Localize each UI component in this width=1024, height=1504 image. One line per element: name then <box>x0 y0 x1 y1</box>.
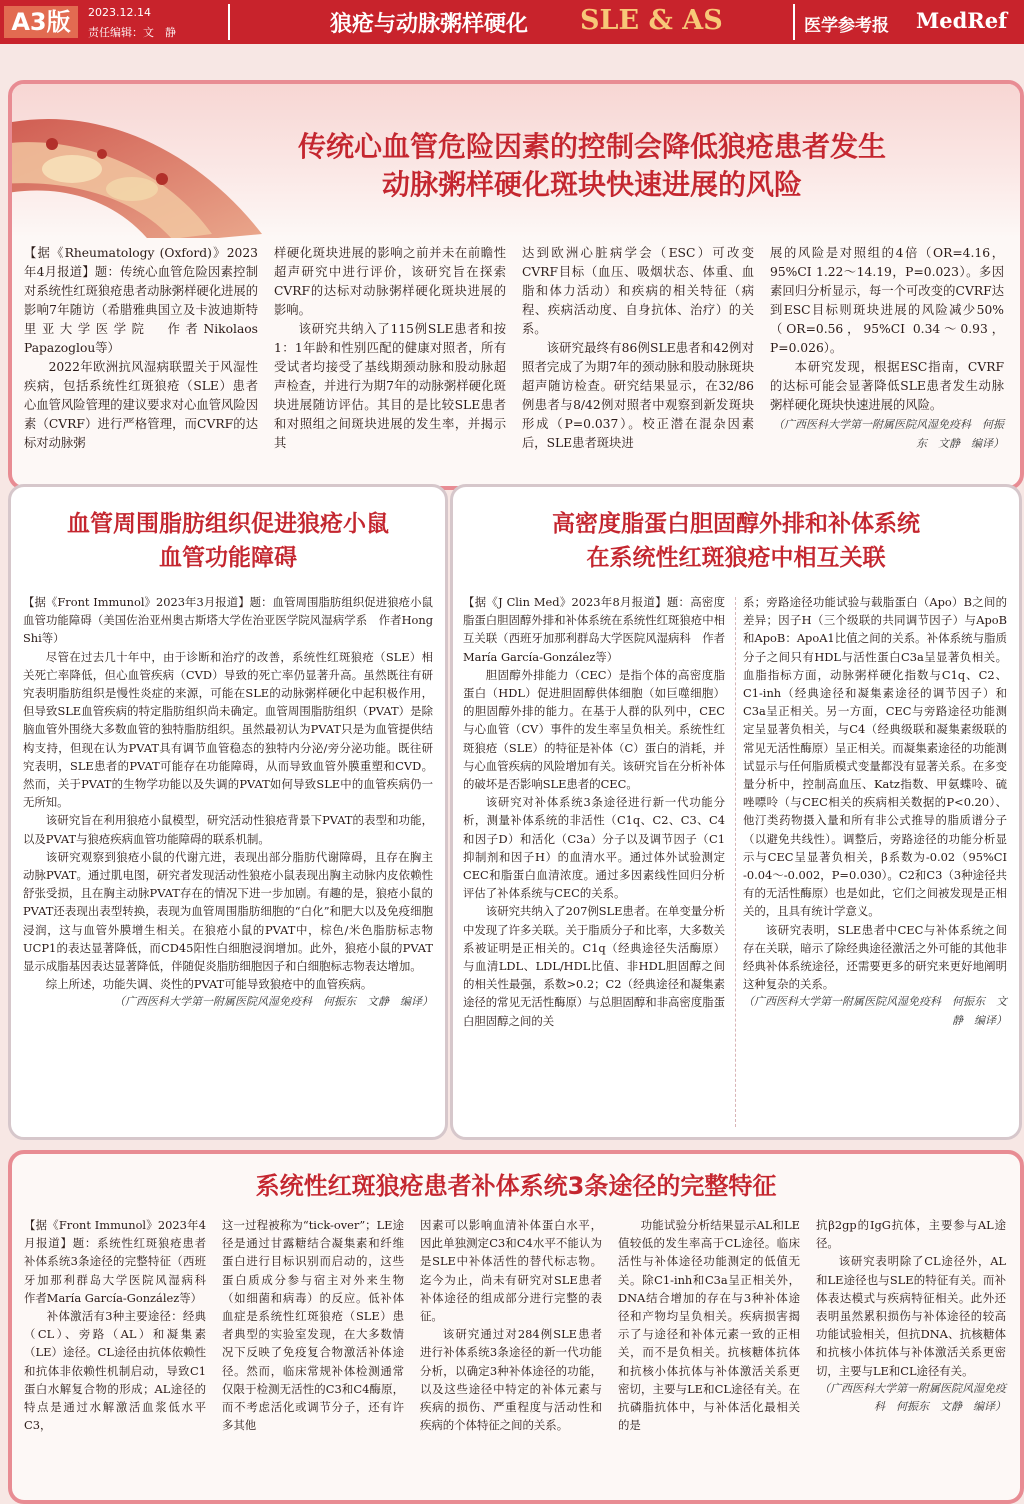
paragraph: 胆固醇外排能力（CEC）是指个体的高密度脂蛋白（HDL）促进胆固醇供体细胞（如巨噬细胞）的胆固醇外排的能力。在基于人群的队列中，CEC与心血管（CV）事件的发生率呈负相关。系统性红斑狼疮（SLE）的特征是补体（C）蛋白的消耗，并与心血管疾病的风险增加有关。该研究旨在分析补体的破坏是否影响SLE患者的CEC。 <box>463 667 725 792</box>
paragraph: 该研究观察到狼疮小鼠的代谢亢进，表现出部分脂肪代谢障碍，且存在胸主动脉PVAT。通过肌电图，研究者发现活动性狼疮小鼠表现出胸主动脉内皮依赖性舒张受损，且在胸主动脉PVAT存在的情况下进一步加剧。有趣的是，狼疮小鼠的PVAT还表现出表型转换，表现为血管周围脂肪细胞的“白化”和肥大以及免疫细胞浸润，这与血管外膜增生相关。在狼疮小鼠的PVAT中，棕色/米色脂肪标志物UCP1的表达显著降低，而CD45阳性白细胞浸润增加。此外，狼疮小鼠的PVAT显示成脂基因表达显著降低，伴随促炎脂肪细胞因子和白细胞标志物表达增加。 <box>23 849 433 974</box>
article-title: 系统性红斑狼疮患者补体系统3条途径的完整特征 <box>255 1172 777 1200</box>
paragraph: 【据《Rheumatology (Oxford)》2023年4月报道】题：传统心血管危险因素控制对系统性红斑狼疮患者动脉粥样硬化进展的影响7年随访（希腊雅典国立及卡波迪斯特里亚大学医学院 作者Nikolaos Papazoglou等） <box>24 246 258 355</box>
paragraph: 该研究对补体系统3条途径进行新一代功能分析，测量补体系统的非活性（C1q、C2、C3、C4和因子D）和活化（C3a）分子以及调节因子（C1抑制剂和因子H）的血清水平。通过体外试验测定CEC和脂蛋白血清浓度。通过多因素线性回归分析评估了补体系统与CEC的关系。 <box>463 795 725 901</box>
translator-credit: （广西医科大学第一附属医院风湿免疫科 何振东 文静 编译） <box>743 995 1007 1027</box>
paragraph: 达到欧洲心脏病学会（ESC）可改变CVRF目标（血压、吸烟状态、体重、血脂和体力活动）和疾病的相关特征（病程、疾病活动度、自身抗体、治疗）的关系。 <box>522 246 754 336</box>
paragraph: 【据《Front Immunol》2023年3月报道】题：血管周围脂肪组织促进狼疮小鼠血管功能障碍（美国佐治亚州奥古斯塔大学佐治亚医学院风湿病学系 作者Hong Shi等） <box>23 595 433 646</box>
paragraph: 该研究表明，SLE患者中CEC与补体系统之间存在关联，暗示了除经典途径激活之外可能的其他非经典补体系统途径，还需要更多的研究来更好地阐明这种复杂的关系。 <box>743 922 1007 992</box>
paragraph: 功能试验分析结果显示AL和LE值较低的发生率高于CL途径。临床活性与补体途径功能测定的低值无关。除C1-inh和C3a呈正相关外，DNA结合增加的存在与3种补体途径和产物均呈负相关。疾病损害揭示了与途径和补体元素一致的正相关，而不是负相关。抗核糖体抗体和抗核小体抗体与补体激活关系更密切，主要与LE和CL途径有关。在抗磷脂抗体中，与补体活化最相关的是 <box>618 1218 800 1433</box>
paragraph: 尽管在过去几十年中，由于诊断和治疗的改善，系统性红斑狼疮（SLE）相关死亡率降低，但心血管疾病（CVD）导致的死亡率仍显著升高。虽然既往有研究表明脂肪组织是慢性炎症的来源，可能在SLE的动脉粥样硬化中起积极作用，但导致SLE血管疾病的特定脂肪组织尚未确定。血管周围脂肪组织（PVAT）是除脑血管外围绕大多数血管的独特脂肪组织。虽然最初认为PVAT只是为血管提供结构支持，但现在认为PVAT具有调节血管稳态的独特内分泌/旁分泌功能。既往研究表明，SLE患者的PVAT可能存在功能障碍，从而导致血管外膜重塑和CVD。然而，关于PVAT的生物学功能以及失调的PVAT如何导致SLE中的血管疾病仍一无所知。 <box>23 649 433 810</box>
title-line: 血管功能障碍 <box>159 545 297 571</box>
article-pvat <box>8 484 448 1140</box>
text-column <box>522 244 754 453</box>
section-title: 狼疮与动脉粥样硬化 <box>330 12 529 37</box>
text-column <box>222 1216 404 1434</box>
article-complement-pathways <box>8 1150 1024 1504</box>
title-line: 在系统性红斑狼疮中相互关联 <box>586 545 886 571</box>
paragraph: 补体激活有3种主要途径：经典（CL）、旁路（AL）和凝集素（LE）途径。CL途径由抗体依赖性和抗体非依赖性机制启动，导致C1蛋白水解复合物的形成；AL途径的特点是通过水解激活血浆低水平C3， <box>24 1309 206 1433</box>
column-divider <box>735 597 736 1127</box>
title-line: 血管周围脂肪组织促进狼疮小鼠 <box>67 511 389 537</box>
paragraph: 该研究表明除了CL途径外，AL和LE途径也与SLE的特征有关。而补体表达模式与疾病特征相关。此外还表明虽然累积损伤与补体途径的较高功能试验相关，但抗DNA、抗核糖体和抗核小体抗体与补体激活关系更密切，主要与LE和CL途径有关。 <box>816 1254 1006 1378</box>
paragraph: 综上所述，功能失调、炎性的PVAT可能导致狼疮中的血管疾病。 <box>45 977 373 992</box>
article-title <box>11 507 445 575</box>
title-line: 传统心血管危险因素的控制会降低狼疮患者发生 <box>297 130 886 163</box>
article-title <box>192 128 992 204</box>
paragraph: 该研究共纳入了115例SLE患者和按1：1年龄和性别匹配的健康对照者，所有受试者均接受了基线期颈动脉和股动脉超声检查，并进行为期7年的动脉粥样硬化斑块进展随访评估。其目的是比较SLE患者和对照组之间斑块进展的发生率，并揭示其 <box>274 322 506 450</box>
translator-credit: （广西医科大学第一附属医院风湿免疫科 何振东 文静 编译） <box>773 418 1004 450</box>
paragraph: 该研究通过对284例SLE患者进行补体系统3条途径的新一代功能分析，以确定3种补体途径的功能，以及这些途径中特定的补体元素与疾病的损伤、严重程度与活动性和疾病的个体特征之间的关系。 <box>420 1327 602 1433</box>
section-title-en: SLE & AS <box>580 5 723 36</box>
text-column <box>816 1216 1006 1416</box>
paper-name: 医学参考报 <box>804 16 889 36</box>
text-column <box>770 244 1004 453</box>
page-header <box>0 0 1024 44</box>
issue-date: 2023.12.14 <box>88 6 151 19</box>
title-line: 高密度脂蛋白胆固醇外排和补体系统 <box>552 511 920 537</box>
article-cvrf-plaque <box>8 80 1024 490</box>
paragraph: 该研究共纳入了207例SLE患者。在单变量分析中发现了许多关联。关于脂质分子和比率，大多数关系被证明是正相关的。C1q（经典途径失活酶原）与血清LDL、LDL/HDL比值、非HDL胆固醇之间的相关性最强，系数>0.2；C2（经典途径和凝集素途径的常见无活性酶原）与总胆固醇和非高密度脂蛋白胆固醇之间的关 <box>463 904 725 1028</box>
paragraph: 样硬化斑块进展的影响之前并未在前瞻性超声研究中进行评价，该研究旨在探索CVRF的达标对动脉粥样硬化斑块进展的影响。 <box>274 246 506 317</box>
paragraph: 【据《Front Immunol》2023年4月报道】题：系统性红斑狼疮患者补体系统3条途径的完整特征（西班牙加那利群岛大学医院风湿病科 作者María García-González等） <box>24 1218 218 1305</box>
paragraph: 【据《J Clin Med》2023年8月报道】题：高密度脂蛋白胆固醇外排和补体系统在系统性红斑狼疮中相互关联（西班牙加那利群岛大学医院风湿病科 作者María García-González等） <box>463 595 725 664</box>
translator-credit: （广西医科大学第一附属医院风湿免疫科 何振东 文静 编译） <box>114 995 433 1009</box>
text-column <box>463 593 725 1030</box>
brand-logo: MedRef <box>916 8 1008 33</box>
paragraph: 系；旁路途径功能试验与载脂蛋白（Apo）B之间的差异；因子H（三个级联的共同调节因子）与ApoB和ApoB：ApoA1比值之间的关系。补体系统与脂质分子之间只有HDL与活性蛋白C3a呈显著负相关。血脂指标方面，动脉粥样硬化指数与C1q、C2、C1-inh（经典途径和凝集素途径的调节因子）和C3a呈正相关。另一方面，CEC与旁路途径功能测定呈显著负相关，与C4（经典级联和凝集素级联的常见无活性酶原）呈正相关。而凝集素途径的功能测试显示与任何脂质模式变量都没有显著关系。在多变量分析中，控制高血压、Katz指数、甲氨蝶呤、硫唑嘌呤（与CEC相关的疾病相关数据的P<0.20）、他汀类药物摄入量和所有非公式推导的脂质谱分子（以避免共线性）。调整后，旁路途径的功能分析显示与CEC呈显著负相关，β系数为-0.02（95%CI -0.04～-0.002，P=0.030）。C2和C3（3种途径共有的无活性酶原）也是如此，它们之间被发现是正相关的，且具有统计学意义。 <box>743 595 1007 919</box>
article-banner <box>12 84 1020 238</box>
paragraph: 2022年欧洲抗风湿病联盟关于风湿性疾病，包括系统性红斑狼疮（SLE）患者心血管风险管理的建议要求对心血管风险因素（CVRF）进行严格管理，而CVRF的达标对动脉粥 <box>24 360 258 450</box>
edition-label: A3版 <box>4 6 78 38</box>
translator-credit: （广西医科大学第一附属医院风湿免疫科 何振东 文静 编译） <box>819 1381 1006 1414</box>
text-column <box>743 593 1007 1030</box>
article-hdl-complement <box>450 484 1022 1140</box>
text-column <box>420 1216 602 1434</box>
paragraph: 展的风险是对照组的4倍（OR=4.16，95%CI 1.22～14.19，P=0.023）。多因素回归分析显示，每一个可改变的CVRF达到ESC目标则斑块进展的风险减少50%（OR=0.56，95%CI 0.34～0.93，P=0.026）。 <box>770 246 1004 355</box>
text-column <box>24 1216 218 1434</box>
article-title <box>453 507 1019 575</box>
text-column <box>23 593 433 1012</box>
text-column <box>24 244 258 453</box>
paragraph: 因素可以影响血清补体蛋白水平，因此单独测定C3和C4水平不能认为是SLE中补体活性的替代标志物。迄今为止，尚未有研究对SLE患者补体途径的组成部分进行完整的表征。 <box>420 1218 602 1324</box>
title-line: 动脉粥样硬化斑块快速进展的风险 <box>381 168 802 201</box>
paragraph: 该研究旨在利用狼疮小鼠模型，研究活动性狼疮背景下PVAT的表型和功能，以及PVAT与狼疮疾病血管功能障碍的联系机制。 <box>23 813 433 846</box>
header-divider <box>793 4 795 40</box>
editor-credit: 责任编辑：文 静 <box>88 26 176 39</box>
text-column <box>618 1216 800 1434</box>
header-divider <box>228 4 230 40</box>
paragraph: 本研究发现，根据ESC指南，CVRF的达标可能会显著降低SLE患者发生动脉粥样硬化斑块快速进展的风险。 <box>770 360 1004 412</box>
paragraph: 这一过程被称为“tick-over”；LE途径是通过甘露糖结合凝集素和纤维蛋白进行目标识别而启动的，这些蛋白质成分参与宿主对外来生物（如细菌和病毒）的反应。低补体血症是系统性红斑狼疮（SLE）患者典型的实验室发现，在大多数情况下反映了免疫复合物激活补体途径。然而，临床常规补体检测通常仅限于检测无活性的C3和C4酶原，而不考虑活化或调节分子，还有许多其他 <box>222 1218 404 1433</box>
text-column <box>274 244 506 453</box>
paragraph: 抗β2gp的IgG抗体，主要参与AL途径。 <box>816 1218 1006 1251</box>
paragraph: 该研究最终有86例SLE患者和42例对照者完成了为期7年的颈动脉和股动脉斑块超声随访检查。研究结果显示，在32/86例患者与8/42例对照者中观察到新发斑块形成（P=0.037）。校正潜在混杂因素后，SLE患者斑块进 <box>522 341 754 450</box>
